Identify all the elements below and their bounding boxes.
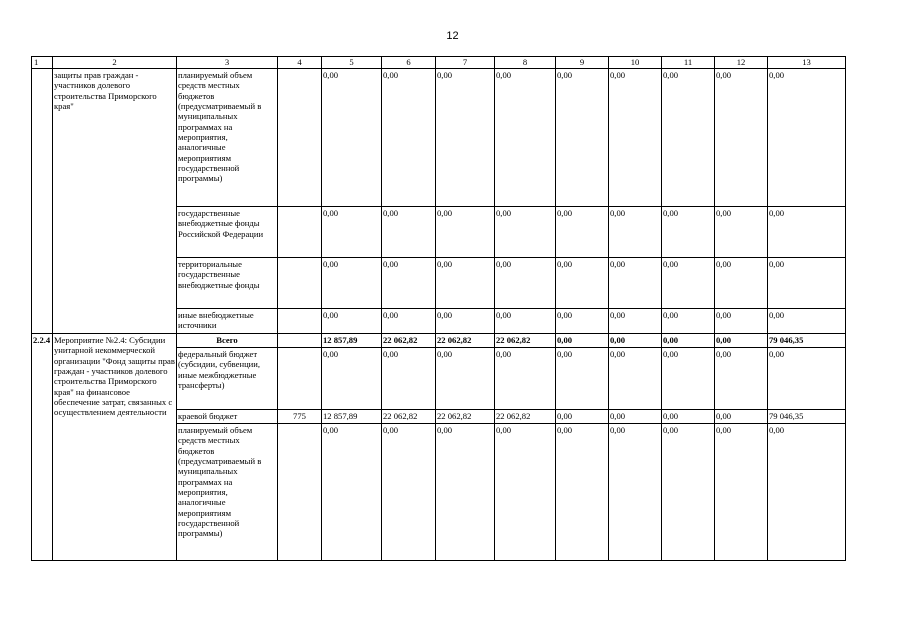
code-cell: 775 xyxy=(278,410,322,424)
value-cell: 0,00 xyxy=(609,334,662,348)
column-header: 4 xyxy=(278,57,322,69)
value-cell: 0,00 xyxy=(662,69,715,207)
value-cell: 0,00 xyxy=(662,334,715,348)
column-header: 9 xyxy=(556,57,609,69)
value-cell: 0,00 xyxy=(436,207,495,258)
row-number-cell xyxy=(32,69,53,334)
activity-name-cell: защиты прав граждан - участников долевого строительства Приморского края" xyxy=(53,69,177,334)
value-cell: 22 062,82 xyxy=(436,334,495,348)
page-number: 12 xyxy=(446,30,459,42)
value-cell: 0,00 xyxy=(495,309,556,334)
value-cell: 0,00 xyxy=(556,410,609,424)
value-cell: 0,00 xyxy=(715,348,768,410)
budget-table xyxy=(31,56,846,561)
value-cell: 0,00 xyxy=(662,410,715,424)
value-cell: 0,00 xyxy=(322,348,382,410)
value-cell: 0,00 xyxy=(436,69,495,207)
value-cell: 0,00 xyxy=(662,348,715,410)
value-cell: 0,00 xyxy=(382,348,436,410)
value-cell: 0,00 xyxy=(768,207,846,258)
value-cell: 0,00 xyxy=(382,207,436,258)
value-cell: 0,00 xyxy=(715,258,768,309)
value-cell: 0,00 xyxy=(495,69,556,207)
value-cell: 0,00 xyxy=(609,348,662,410)
code-cell xyxy=(278,424,322,561)
code-cell xyxy=(278,334,322,348)
value-cell: 0,00 xyxy=(322,424,382,561)
value-cell: 0,00 xyxy=(495,258,556,309)
value-cell: 0,00 xyxy=(609,309,662,334)
funding-source-cell: территориальные государственные внебюджетные фонды xyxy=(177,258,278,309)
value-cell: 0,00 xyxy=(768,309,846,334)
column-header: 2 xyxy=(53,57,177,69)
value-cell: 0,00 xyxy=(556,424,609,561)
column-header: 6 xyxy=(382,57,436,69)
column-header: 5 xyxy=(322,57,382,69)
value-cell: 0,00 xyxy=(662,309,715,334)
value-cell: 12 857,89 xyxy=(322,334,382,348)
funding-source-cell: планируемый объем средств местных бюджетов (предусматриваемый в муниципальных программах на мероприятия, аналогичные мероприятиям государственной программы) xyxy=(177,69,278,207)
value-cell: 0,00 xyxy=(322,309,382,334)
value-cell: 0,00 xyxy=(609,69,662,207)
value-cell: 0,00 xyxy=(715,410,768,424)
row-number-cell: 2.2.4 xyxy=(32,334,53,561)
code-cell xyxy=(278,69,322,207)
code-cell xyxy=(278,348,322,410)
value-cell: 0,00 xyxy=(436,424,495,561)
column-header: 1 xyxy=(32,57,53,69)
value-cell: 22 062,82 xyxy=(382,410,436,424)
header-row xyxy=(32,57,846,69)
column-header: 8 xyxy=(495,57,556,69)
value-cell: 0,00 xyxy=(556,258,609,309)
column-header: 12 xyxy=(715,57,768,69)
column-header: 11 xyxy=(662,57,715,69)
value-cell: 0,00 xyxy=(662,207,715,258)
value-cell: 0,00 xyxy=(609,410,662,424)
value-cell: 0,00 xyxy=(382,309,436,334)
value-cell: 0,00 xyxy=(495,348,556,410)
value-cell: 22 062,82 xyxy=(382,334,436,348)
value-cell: 12 857,89 xyxy=(322,410,382,424)
value-cell: 0,00 xyxy=(495,424,556,561)
value-cell: 22 062,82 xyxy=(436,410,495,424)
value-cell: 0,00 xyxy=(768,258,846,309)
column-header: 3 xyxy=(177,57,278,69)
value-cell: 0,00 xyxy=(715,424,768,561)
value-cell: 79 046,35 xyxy=(768,410,846,424)
table-row xyxy=(32,334,846,348)
value-cell: 0,00 xyxy=(609,207,662,258)
column-header: 13 xyxy=(768,57,846,69)
value-cell: 0,00 xyxy=(715,334,768,348)
column-header: 10 xyxy=(609,57,662,69)
value-cell: 0,00 xyxy=(556,207,609,258)
value-cell: 0,00 xyxy=(609,424,662,561)
code-cell xyxy=(278,258,322,309)
value-cell: 0,00 xyxy=(382,258,436,309)
code-cell xyxy=(278,207,322,258)
activity-name-cell: Мероприятие №2.4: Субсидии унитарной некоммерческой организации "Фонд защиты прав граждан - участников долевого строительства Приморского края" на финансовое обеспечение затрат, связанных с осуществлением деятельности xyxy=(53,334,177,561)
value-cell: 0,00 xyxy=(322,258,382,309)
value-cell: 0,00 xyxy=(556,334,609,348)
value-cell: 0,00 xyxy=(436,309,495,334)
value-cell: 0,00 xyxy=(768,424,846,561)
value-cell: 0,00 xyxy=(322,207,382,258)
value-cell: 0,00 xyxy=(436,258,495,309)
value-cell: 0,00 xyxy=(715,69,768,207)
value-cell: 0,00 xyxy=(715,207,768,258)
value-cell: 0,00 xyxy=(662,258,715,309)
code-cell xyxy=(278,309,322,334)
table-row xyxy=(32,69,846,207)
value-cell: 0,00 xyxy=(495,207,556,258)
value-cell: 22 062,82 xyxy=(495,334,556,348)
value-cell: 0,00 xyxy=(382,424,436,561)
value-cell: 0,00 xyxy=(662,424,715,561)
value-cell: 22 062,82 xyxy=(495,410,556,424)
value-cell: 0,00 xyxy=(715,309,768,334)
funding-source-cell: государственные внебюджетные фонды Российской Федерации xyxy=(177,207,278,258)
value-cell: 0,00 xyxy=(556,309,609,334)
column-header: 7 xyxy=(436,57,495,69)
value-cell: 0,00 xyxy=(768,348,846,410)
value-cell: 0,00 xyxy=(556,69,609,207)
funding-source-cell: иные внебюджетные источники xyxy=(177,309,278,334)
funding-source-cell: планируемый объем средств местных бюджетов (предусматриваемый в муниципальных программах на мероприятия, аналогичные мероприятиям государственной программы) xyxy=(177,424,278,561)
funding-source-cell: федеральный бюджет (субсидии, субвенции, иные межбюджетные трансферты) xyxy=(177,348,278,410)
value-cell: 0,00 xyxy=(556,348,609,410)
funding-source-cell: Всего xyxy=(177,334,278,348)
value-cell: 0,00 xyxy=(382,69,436,207)
value-cell: 0,00 xyxy=(609,258,662,309)
value-cell: 79 046,35 xyxy=(768,334,846,348)
funding-source-cell: краевой бюджет xyxy=(177,410,278,424)
value-cell: 0,00 xyxy=(322,69,382,207)
value-cell: 0,00 xyxy=(436,348,495,410)
value-cell: 0,00 xyxy=(768,69,846,207)
